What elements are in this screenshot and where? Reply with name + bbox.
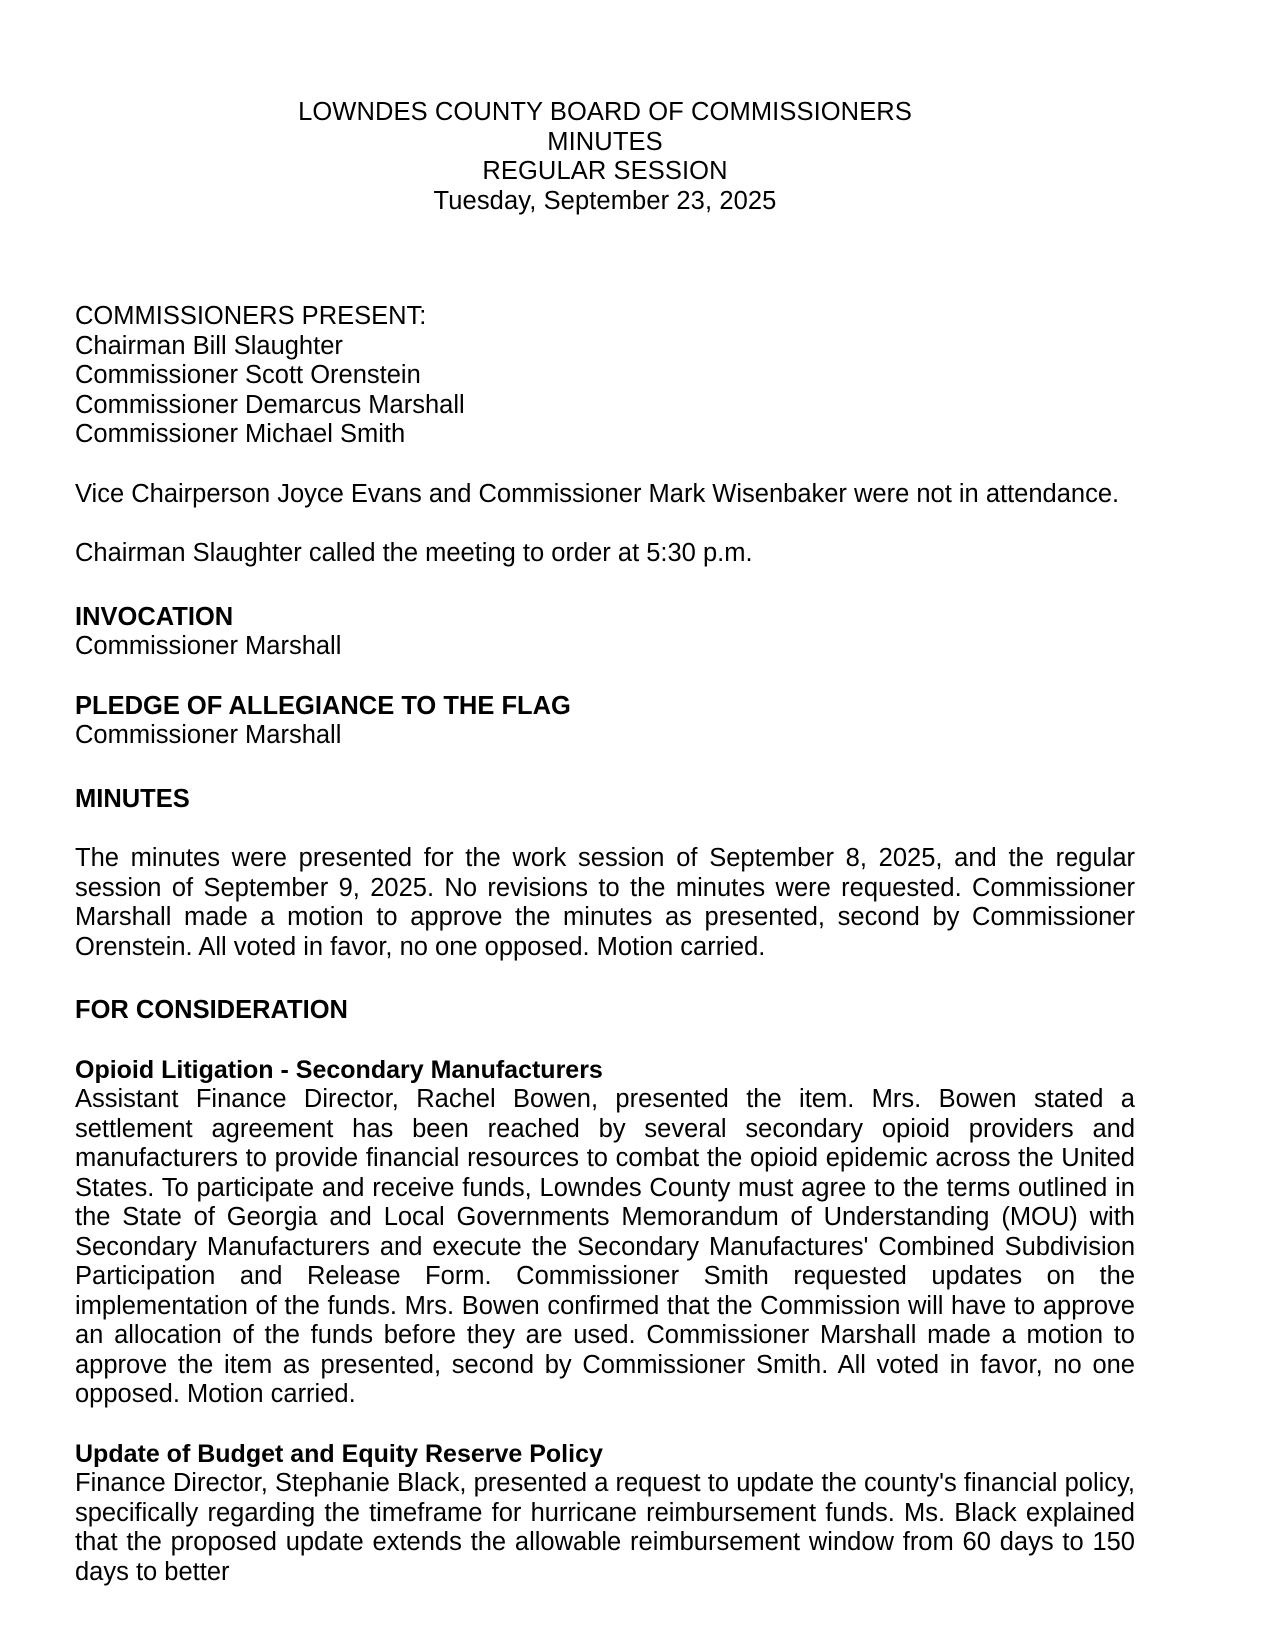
minutes-body: The minutes were presented for the work session of September 8, 2025, and the regular session of September 9, 2025. No revisions to the minutes were requested. Commissioner Marshall made a motion to approve the minutes as presented, second by Commissioner Orenstein. All voted in favor, no one opposed. Motion carried. — [75, 844, 1135, 961]
header-meeting-date: Tuesday, September 23, 2025 — [433, 186, 777, 215]
attendance-member: Chairman Bill Slaughter — [75, 331, 343, 360]
document-body — [75, 98, 1135, 1587]
consideration-item — [75, 1440, 1135, 1588]
attendance-member: Commissioner Michael Smith — [75, 420, 406, 448]
invocation-body: Commissioner Marshall — [75, 632, 342, 660]
consideration-item-title: Opioid Litigation - Secondary Manufacturers — [75, 1055, 603, 1084]
consideration-item-gap — [75, 1410, 1135, 1440]
consideration-item-body: Finance Director, Stephanie Black, presented a request to update the county's financial policy, specifically regarding the timeframe for hurricane reimbursement funds. Ms. Black explained that the proposed update extends the allowable reimbursement window from 60 days to 150 days to better — [75, 1469, 1135, 1586]
minutes-heading-gap — [75, 814, 1135, 844]
consideration-item-title: Update of Budget and Equity Reserve Policy — [75, 1439, 603, 1468]
consideration-item — [75, 1056, 1135, 1410]
minutes-heading: MINUTES — [75, 784, 190, 813]
document-header — [75, 98, 1135, 216]
call-to-order-gap — [75, 569, 1135, 603]
invocation-heading: INVOCATION — [75, 602, 234, 631]
pledge-gap — [75, 751, 1135, 785]
minutes-gap — [75, 962, 1135, 996]
pledge-heading: PLEDGE OF ALLEGIANCE TO THE FLAG — [75, 691, 571, 720]
header-session-type: REGULAR SESSION — [482, 157, 728, 185]
consideration-item-body: Assistant Finance Director, Rachel Bowen, presented the item. Mrs. Bowen stated a settlement agreement has been reached by several secondary opioid providers and manufacturers to provide financial resources to combat the opioid epidemic across the United States. To participate and receive funds, Lowndes County must agree to the terms outlined in the State of Georgia and Local Governments Memorandum of Understanding (MOU) with Secondary Manufacturers and execute the Secondary Manufactures' Combined Subdivision Participation and Release Form. Commissioner Smith requested updates on the implementation of the funds. Mrs. Bowen confirmed that the Commission will have to approve an allocation of the funds before they are used. Commissioner Marshall made a motion to approve the item as presented, second by Commissioner Smith. All voted in favor, no one opposed. Motion carried. — [75, 1085, 1135, 1408]
attendance-section — [75, 302, 1135, 450]
header-organization: LOWNDES COUNTY BOARD OF COMMISSIONERS — [298, 98, 912, 126]
attendance-member: Commissioner Scott Orenstein — [75, 361, 421, 389]
for-consideration-gap — [75, 1026, 1135, 1056]
attendance-member: Commissioner Demarcus Marshall — [75, 390, 465, 419]
invocation-gap — [75, 662, 1135, 692]
header-gap — [75, 216, 1135, 302]
absent-note-gap — [75, 509, 1135, 539]
for-consideration-heading: FOR CONSIDERATION — [75, 996, 348, 1024]
attendance-label: COMMISSIONERS PRESENT: — [75, 302, 427, 330]
pledge-body: Commissioner Marshall — [75, 721, 342, 749]
header-doc-type: MINUTES — [547, 127, 663, 156]
absent-note: Vice Chairperson Joyce Evans and Commissioner Mark Wisenbaker were not in attendance. — [75, 479, 1120, 508]
call-to-order: Chairman Slaughter called the meeting to order at 5:30 p.m. — [75, 539, 753, 567]
attendance-gap — [75, 450, 1135, 480]
